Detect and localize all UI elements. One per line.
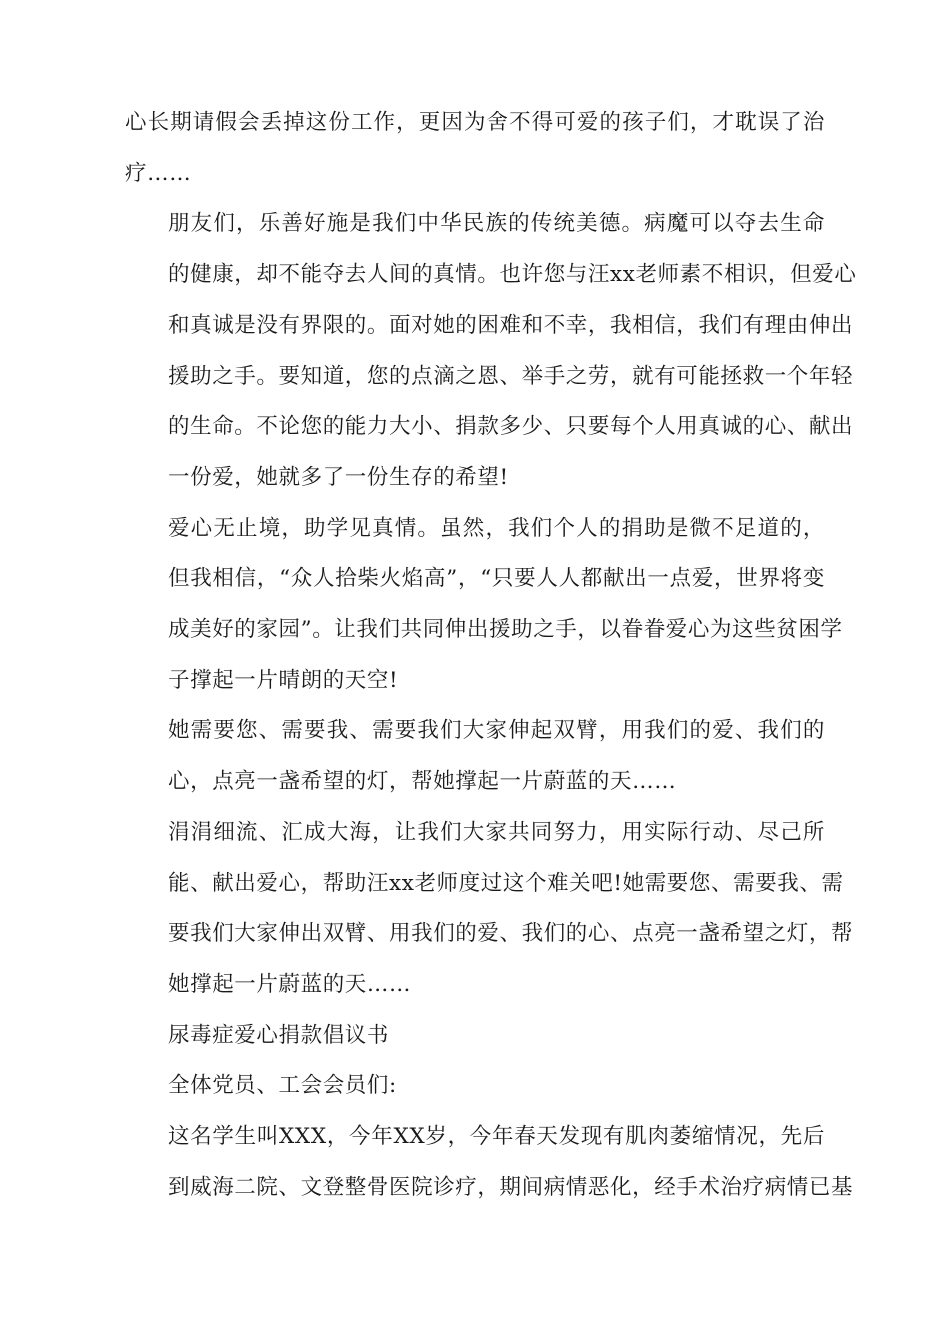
text-line: 爱心无止境，助学见真情。虽然，我们个人的捐助是微不足道的， — [168, 515, 825, 541]
paragraph — [125, 706, 825, 807]
text-line: 但我相信，“众人拾柴火焰高”，“只要人人都献出一点爱，世界将变 — [168, 566, 825, 592]
text-line: 能、献出爱心，帮助汪xx老师度过这个难关吧!她需要您、需要我、需 — [168, 870, 844, 896]
text-line: 疗…… — [125, 160, 192, 186]
text-line: 和真诚是没有界限的。面对她的困难和不幸，我相信，我们有理由伸出 — [168, 312, 854, 338]
text-line: 尿毒症爱心捐款倡议书 — [168, 1022, 390, 1048]
text-line: 这名学生叫XXX，今年XX岁，今年春天发现有肌肉萎缩情况，先后 — [168, 1124, 825, 1150]
text-line: 子撑起一片晴朗的天空! — [168, 667, 399, 693]
paragraph — [125, 98, 825, 199]
text-line: 一份爱，她就多了一份生存的希望! — [168, 464, 509, 490]
text-line: 的生命。不论您的能力大小、捐款多少、只要每个人用真诚的心、献出 — [168, 414, 854, 440]
text-line: 涓涓细流、汇成大海，让我们大家共同努力，用实际行动、尽己所 — [168, 819, 825, 845]
text-line: 她需要您、需要我、需要我们大家伸起双臂，用我们的爱、我们的 — [168, 718, 825, 744]
text-line: 援助之手。要知道，您的点滴之恩、举手之劳，就有可能拯救一个年轻 — [168, 363, 854, 389]
text-line: 她撑起一片蔚蓝的天…… — [168, 971, 412, 997]
paragraph — [125, 1112, 854, 1213]
document-body — [125, 98, 857, 1213]
paragraph — [125, 1061, 825, 1112]
text-line: 的健康，却不能夺去人间的真情。也许您与汪xx老师素不相识，但爱心 — [168, 262, 857, 288]
text-line: 心长期请假会丢掉这份工作，更因为舍不得可爱的孩子们，才耽误了治 — [125, 110, 825, 135]
paragraph — [125, 504, 843, 707]
paragraph — [125, 808, 854, 1011]
text-line: 到威海二院、文登整骨医院诊疗，期间病情恶化，经手术治疗病情已基 — [168, 1174, 854, 1200]
text-line: 朋友们，乐善好施是我们中华民族的传统美德。病魔可以夺去生命 — [168, 211, 825, 237]
text-line: 成美好的家园”。让我们共同伸出援助之手，以眷眷爱心为这些贫困学 — [168, 617, 843, 643]
text-line: 心，点亮一盏希望的灯，帮她撑起一片蔚蓝的天…… — [168, 769, 677, 795]
text-line: 要我们大家伸出双臂、用我们的爱、我们的心、点亮一盏希望之灯，帮 — [168, 921, 854, 947]
text-line: 全体党员、工会会员们: — [168, 1073, 397, 1099]
paragraph — [125, 199, 857, 503]
paragraph — [125, 1011, 825, 1062]
